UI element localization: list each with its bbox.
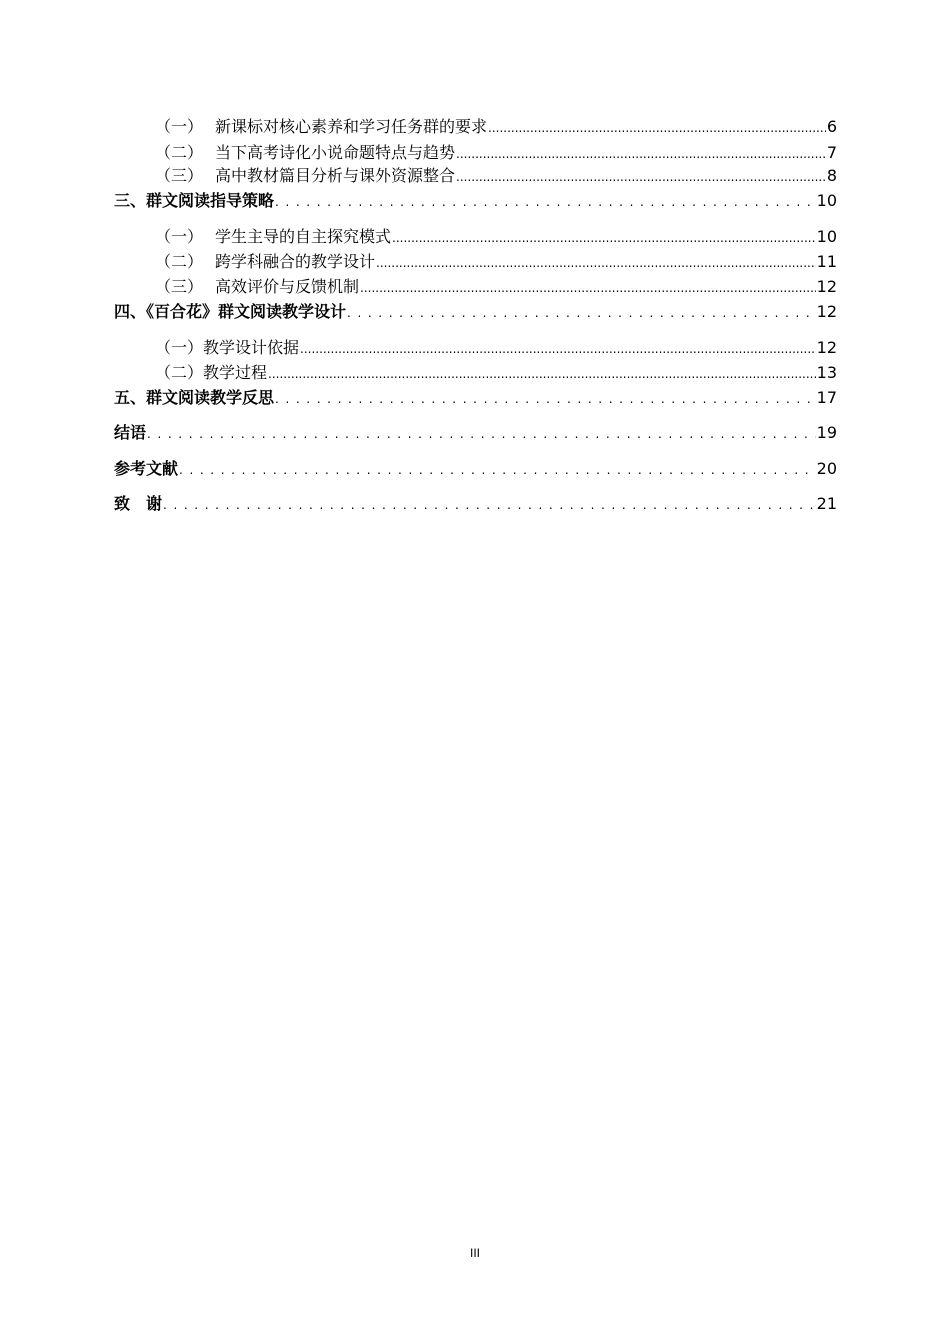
toc-entry-page: 12: [816, 277, 837, 296]
toc-entry[interactable]: [155, 141, 837, 165]
toc-entry-prefix: （一）: [155, 227, 204, 246]
toc-entry-title: 致 谢: [114, 494, 163, 513]
toc-entry-page: 7: [826, 143, 837, 162]
dot-leader: [147, 421, 816, 445]
dot-leader: [456, 141, 826, 165]
toc-entry-page: 11: [816, 252, 837, 271]
toc-entry-label: [155, 115, 487, 139]
toc-entry-title: 高中教材篇目分析与课外资源整合: [215, 166, 456, 185]
dot-leader: [360, 275, 816, 299]
dot-leader: [179, 457, 816, 481]
toc-entry[interactable]: [155, 225, 837, 249]
toc-entry[interactable]: [114, 386, 837, 410]
dot-leader: [275, 386, 816, 410]
toc-entry[interactable]: [155, 115, 837, 139]
toc-entry-title: 四、《百合花》群文阅读教学设计: [114, 302, 347, 321]
toc-entry-page: 17: [816, 388, 837, 407]
toc-entry-title: （一）教学设计依据: [155, 338, 300, 357]
toc-entry-prefix: （二）: [155, 252, 204, 271]
toc-entry-title: （二）教学过程: [155, 363, 268, 382]
dot-leader: [275, 189, 816, 213]
toc-entry[interactable]: [114, 492, 837, 516]
toc-entry[interactable]: [155, 361, 837, 385]
toc-entry-title: 三、群文阅读指导策略: [114, 191, 275, 210]
toc-entry[interactable]: [114, 457, 837, 481]
toc-entry-title: 高效评价与反馈机制: [215, 277, 360, 296]
toc-entry-label: [155, 164, 455, 188]
page-number: III: [469, 1246, 480, 1260]
dot-leader: [300, 336, 816, 360]
toc-entry[interactable]: [114, 300, 837, 324]
toc-entry-prefix: （三）: [155, 277, 204, 296]
dot-leader: [392, 225, 816, 249]
toc-entry-page: 10: [816, 227, 837, 246]
dot-leader: [488, 115, 826, 139]
toc-entry[interactable]: [155, 164, 837, 188]
toc-entry-page: 13: [816, 363, 837, 382]
dot-leader: [347, 300, 816, 324]
toc-entry-page: 19: [816, 423, 837, 442]
dot-leader: [268, 361, 816, 385]
toc-entry-prefix: （二）: [155, 143, 204, 162]
toc-entry-page: 6: [826, 117, 837, 136]
toc-entry[interactable]: [114, 189, 837, 213]
toc-entry-page: 20: [816, 459, 837, 478]
toc-entry-page: 10: [816, 191, 837, 210]
toc-entry-title: 学生主导的自主探究模式: [215, 227, 392, 246]
toc-entry-prefix: （三）: [155, 166, 204, 185]
toc-entry-title: 当下高考诗化小说命题特点与趋势: [215, 143, 456, 162]
dot-leader: [456, 164, 826, 188]
toc-entry-label: [155, 225, 391, 249]
toc-entry[interactable]: [155, 250, 837, 274]
dot-leader: [163, 492, 816, 516]
toc-entry-page: 21: [816, 494, 837, 513]
toc-entry-label: [155, 250, 375, 274]
toc-entry-label: [155, 275, 359, 299]
toc-entry-prefix: （一）: [155, 117, 204, 136]
toc-entry[interactable]: [155, 336, 837, 360]
toc-entry[interactable]: [155, 275, 837, 299]
toc-entry-title: 结语: [114, 423, 147, 442]
toc-entry-title: 跨学科融合的教学设计: [215, 252, 376, 271]
toc-entry-title: 参考文献: [114, 459, 179, 478]
toc-entry-page: 8: [826, 166, 837, 185]
toc-entry[interactable]: [114, 421, 837, 445]
toc-entry-page: 12: [816, 302, 837, 321]
toc-entry-page: 12: [816, 338, 837, 357]
toc-entry-title: 新课标对核心素养和学习任务群的要求: [215, 117, 488, 136]
toc-entry-title: 五、群文阅读教学反思: [114, 388, 275, 407]
dot-leader: [376, 250, 816, 274]
toc-entry-label: [155, 141, 455, 165]
